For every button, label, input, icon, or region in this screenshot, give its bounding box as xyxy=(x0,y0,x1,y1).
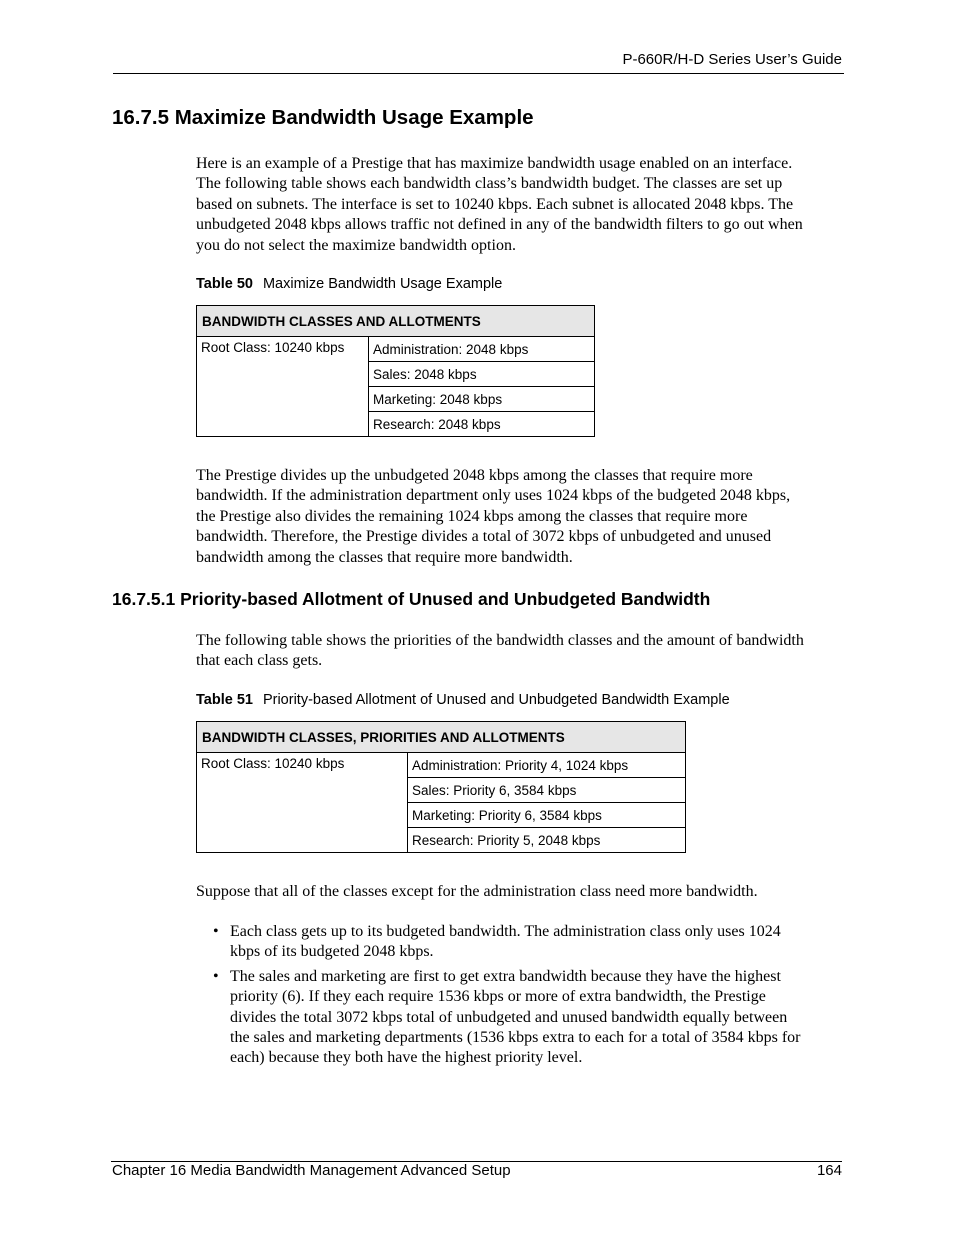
running-header-title: P-660R/H-D Series User’s Guide xyxy=(622,51,842,68)
table-cell: Sales: 2048 kbps xyxy=(369,362,595,387)
caption-text: Priority-based Allotment of Unused and Unbudgeted Bandwidth Example xyxy=(262,692,730,708)
text-line: bandwidth. If the administration department only uses 1024 kbps of the budgeted 2048 kbps, xyxy=(196,487,791,505)
text-line: priority (6). If they each require 1536 kbps or more of extra bandwidth, the Prestige xyxy=(230,988,766,1006)
text-line: divides the total 3072 kbps total of unbudgeted and unused bandwidth equally between xyxy=(230,1008,788,1026)
header-divider xyxy=(113,73,844,74)
table-row xyxy=(197,337,595,362)
table-header: BANDWIDTH CLASSES AND ALLOTMENTS xyxy=(197,306,595,337)
text-line: each) because they both have the highest priority level. xyxy=(230,1049,583,1067)
text-line: The following table shows each bandwidth class’s bandwidth budget. The classes are set up xyxy=(196,175,783,193)
text-line: Each class gets up to its budgeted bandwidth. The administration class only uses 1024 xyxy=(230,923,781,940)
bullet-dot: • xyxy=(213,923,219,940)
text-line: The Prestige divides up the unbudgeted 2048 kbps among the classes that require more xyxy=(196,467,753,484)
caption-text: Maximize Bandwidth Usage Example xyxy=(262,276,503,292)
text-line: based on subnets. The interface is set to 10240 kbps. Each subnet is allocated 2048 kbps. The xyxy=(196,195,794,213)
caption-label: Table 50 xyxy=(196,276,253,292)
text-line: bandwidth among the classes that require more bandwidth. xyxy=(196,548,573,566)
root-class-cell: Root Class: 10240 kbps xyxy=(197,753,408,853)
text-line: that each class gets. xyxy=(196,652,323,670)
caption-label: Table 51 xyxy=(196,692,253,708)
text-line: you do not select the maximize bandwidth option. xyxy=(196,236,516,254)
bullet-item xyxy=(213,967,843,1069)
text-line: The sales and marketing are first to get extra bandwidth because they have the highest xyxy=(230,967,781,985)
text-line: Here is an example of a Prestige that has maximize bandwidth usage enabled on an interface. xyxy=(196,155,793,172)
explanation-paragraph xyxy=(196,466,846,568)
text-line: The following table shows the priorities of the bandwidth classes and the amount of bandwidth xyxy=(196,632,804,649)
root-class-cell: Root Class: 10240 kbps xyxy=(197,337,369,437)
table-cell: Research: Priority 5, 2048 kbps xyxy=(408,828,686,853)
subsection-heading: 16.7.5.1 Priority-based Allotment of Unused and Unbudgeted Bandwidth xyxy=(112,589,711,609)
subsection-intro-paragraph xyxy=(196,631,846,672)
table-cell: Administration: 2048 kbps xyxy=(369,337,595,362)
table-50 xyxy=(196,305,595,437)
table-cell: Research: 2048 kbps xyxy=(369,412,595,437)
bullet-item xyxy=(213,922,843,963)
text-line: unbudgeted 2048 kbps allows traffic not defined in any of the bandwidth filters to go out when xyxy=(196,216,803,234)
text-line: the Prestige also divides the remaining 1024 kbps among the classes that require more xyxy=(196,507,748,525)
page-number: 164 xyxy=(816,1162,842,1179)
table-header: BANDWIDTH CLASSES, PRIORITIES AND ALLOTMENTS xyxy=(197,722,686,753)
footer-chapter-title: Chapter 16 Media Bandwidth Management Advanced Setup xyxy=(112,1162,511,1179)
table-row xyxy=(197,753,686,778)
section-heading: 16.7.5 Maximize Bandwidth Usage Example xyxy=(112,106,534,129)
table-cell: Marketing: 2048 kbps xyxy=(369,387,595,412)
text-line: Suppose that all of the classes except for the administration class need more bandwidth. xyxy=(196,883,758,900)
text-line: bandwidth. Therefore, the Prestige divides a total of 3072 kbps of unbudgeted and unused xyxy=(196,528,772,546)
table-cell: Administration: Priority 4, 1024 kbps xyxy=(408,753,686,778)
table-cell: Marketing: Priority 6, 3584 kbps xyxy=(408,803,686,828)
bullet-dot: • xyxy=(213,967,219,985)
bullet-list xyxy=(213,922,843,1073)
table-50-caption xyxy=(196,276,502,292)
table-cell: Sales: Priority 6, 3584 kbps xyxy=(408,778,686,803)
table-51 xyxy=(196,721,686,853)
table-51-caption xyxy=(196,692,730,708)
suppose-paragraph xyxy=(196,882,846,902)
intro-paragraph xyxy=(196,154,846,256)
text-line: the sales and marketing departments (1536 kbps extra to each for a total of 3584 kbps for xyxy=(230,1029,801,1047)
text-line: kbps of its budgeted 2048 kbps. xyxy=(230,943,434,961)
